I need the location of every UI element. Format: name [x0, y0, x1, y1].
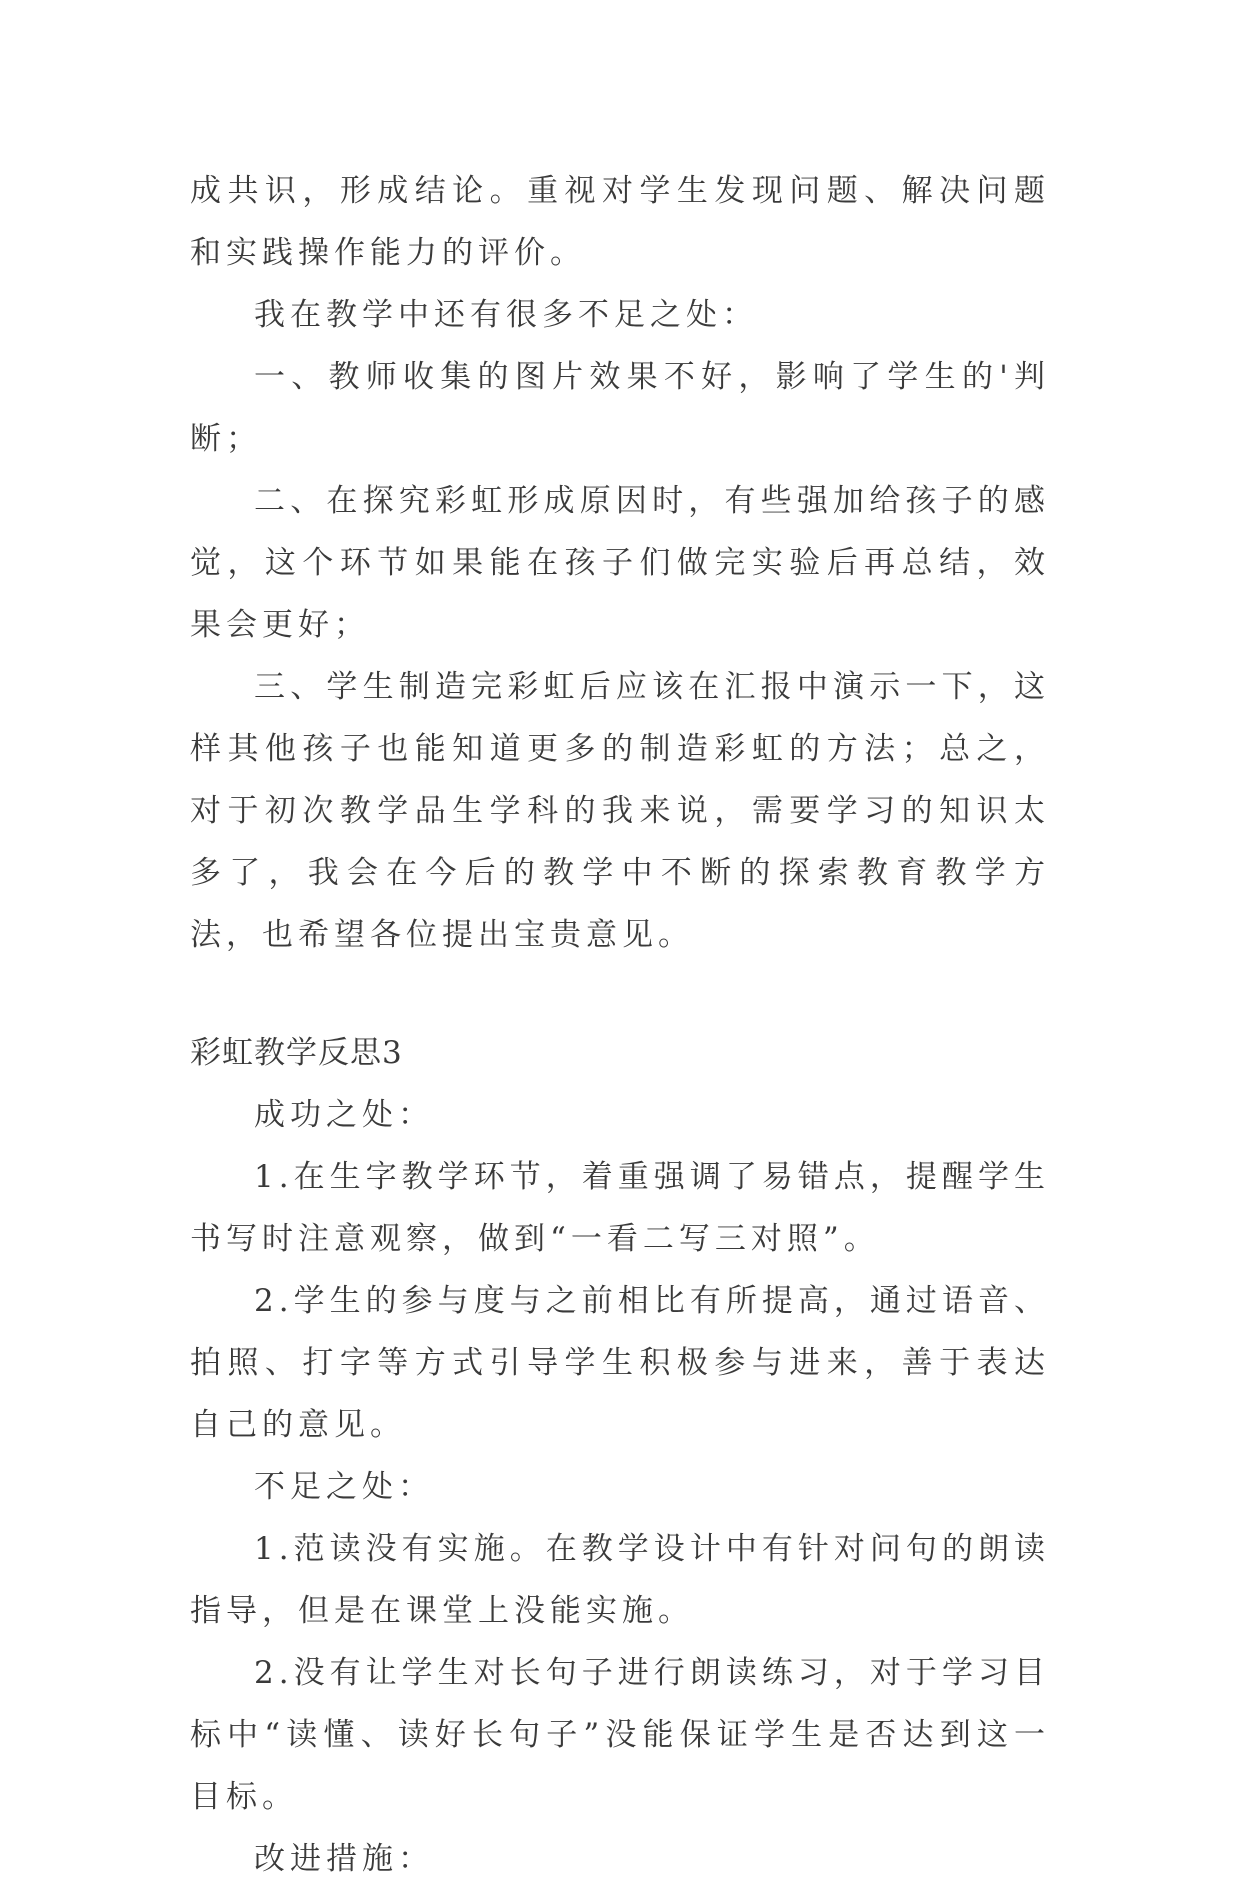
- paragraph-deficiencies-heading: 不足之处：: [254, 1469, 434, 1505]
- paragraph-continuation: 成共识，形成结论。重视对学生发现问题、解决问题和实践操作能力的评价。: [190, 173, 1050, 271]
- paragraph-success-2: 2.学生的参与度与之前相比有所提高，通过语音、拍照、打字等方式引导学生积极参与进来，善于表达自己的意见。: [190, 1283, 1050, 1443]
- paragraph-deficiency-1: 1.范读没有实施。在教学设计中有针对问句的朗读指导，但是在课堂上没能实施。: [190, 1531, 1050, 1629]
- document-body: [190, 160, 1050, 1890]
- paragraph-success-1: 1.在生字教学环节，着重强调了易错点，提醒学生书写时注意观察，做到“一看二写三对照”。: [190, 1159, 1050, 1257]
- paragraph-improvements-heading: 改进措施：: [254, 1841, 434, 1877]
- paragraph-shortcomings-intro: 我在教学中还有很多不足之处：: [254, 297, 758, 333]
- paragraph-shortcoming-2: 二、在探究彩虹形成原因时，有些强加给孩子的感觉，这个环节如果能在孩子们做完实验后再总结，效果会更好；: [190, 483, 1050, 643]
- section-gap: [190, 966, 1050, 1022]
- section-title: 彩虹教学反思3: [190, 1035, 403, 1071]
- paragraph-shortcoming-1: 一、教师收集的图片效果不好，影响了学生的'判断；: [190, 359, 1050, 457]
- paragraph-deficiency-2: 2.没有让学生对长句子进行朗读练习，对于学习目标中“读懂、读好长句子”没能保证学生是否达到这一目标。: [190, 1655, 1050, 1815]
- paragraph-successes-heading: 成功之处：: [254, 1097, 434, 1133]
- paragraph-shortcoming-3: 三、学生制造完彩虹后应该在汇报中演示一下，这样其他孩子也能知道更多的制造彩虹的方法；总之，对于初次教学品生学科的我来说，需要学习的知识太多了，我会在今后的教学中不断的探索教育教学方法，也希望各位提出宝贵意见。: [190, 669, 1050, 953]
